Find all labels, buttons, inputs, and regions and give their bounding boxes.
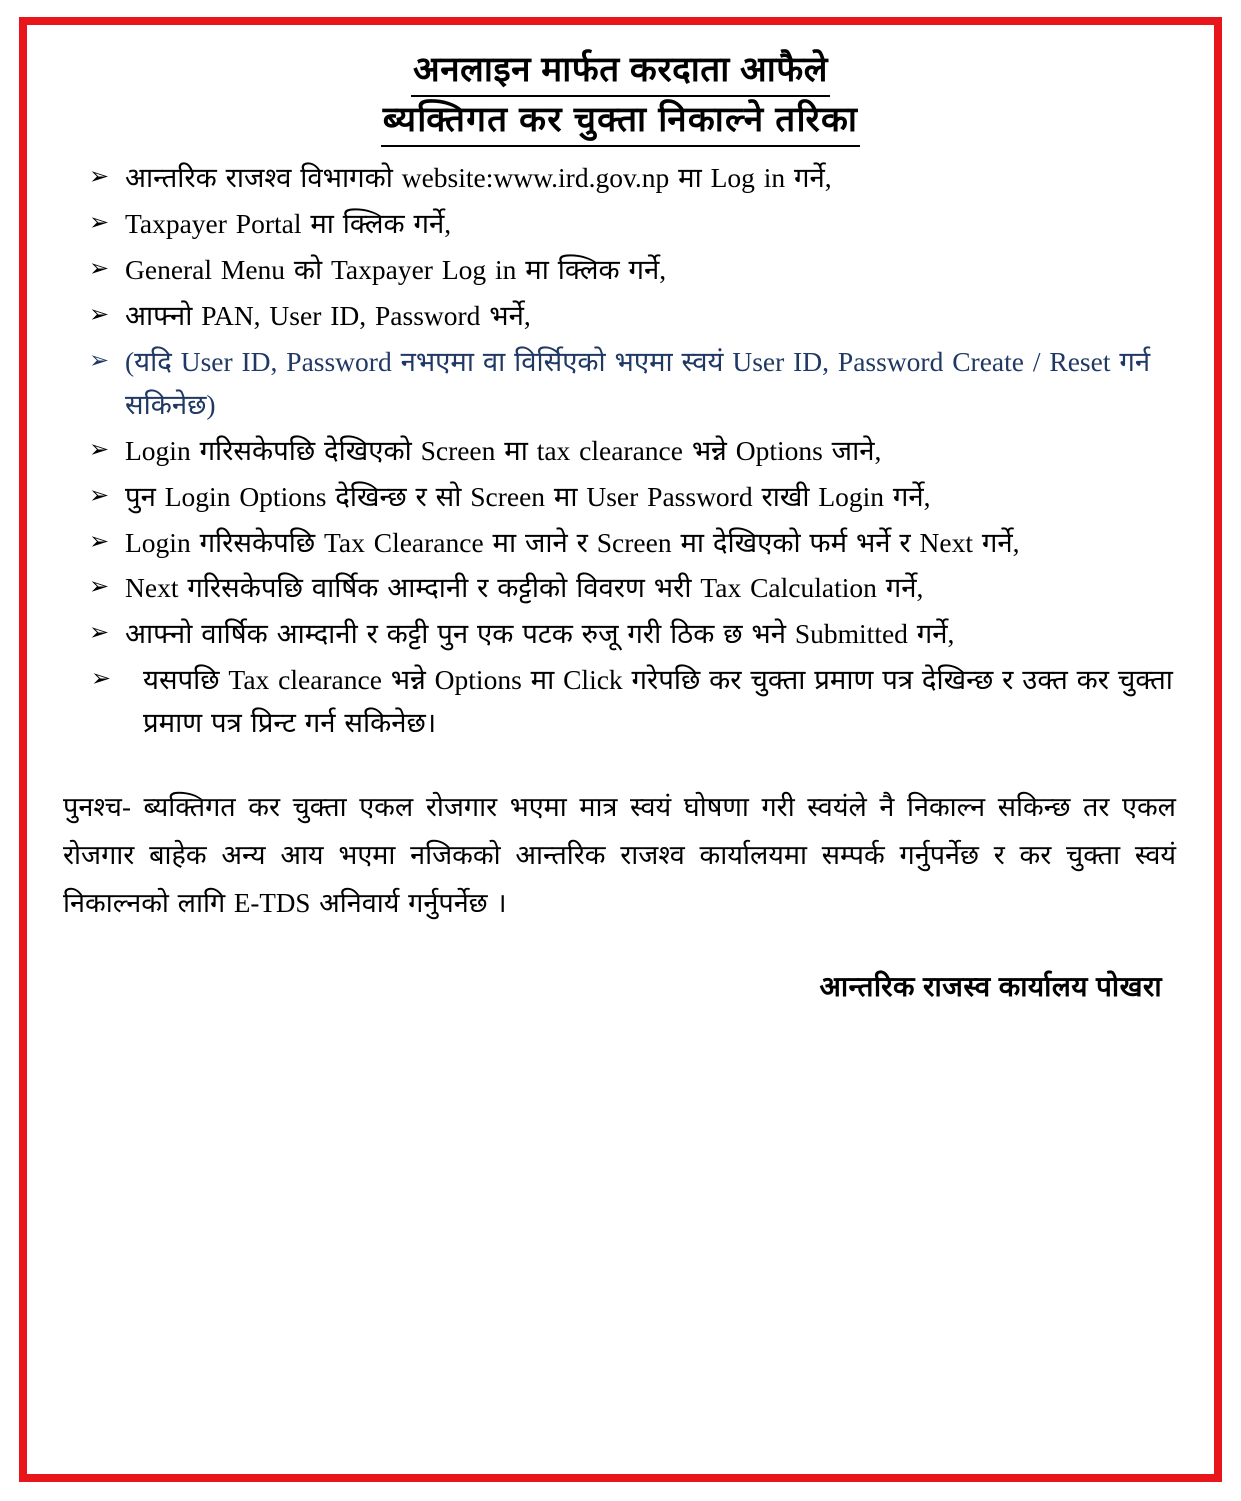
list-item-label: यसपछि Tax clearance भन्ने Options मा Click गरेपछि कर चुक्ता प्रमाण पत्र देखिन्छ र उक्त कर चुक्ता प्रमाण पत्र प्रिन्ट गर्न सकिनेछ। bbox=[143, 664, 1173, 739]
list-item bbox=[89, 476, 1180, 519]
list-item bbox=[89, 567, 1180, 610]
arrow-bullet-icon: ➢ bbox=[89, 164, 110, 191]
notice-red-border-frame bbox=[19, 17, 1222, 1482]
title-line-2 bbox=[57, 97, 1184, 147]
arrow-bullet-icon: ➢ bbox=[89, 256, 110, 283]
arrow-bullet-icon: ➢ bbox=[89, 347, 110, 374]
issuing-office-signature: आन्तरिक राजस्व कार्यालय पोखरा bbox=[819, 971, 1162, 1003]
closing-note: पुनश्च- ब्यक्तिगत कर चुक्ता एकल रोजगार भएमा मात्र स्वयं घोषणा गरी स्वयंले नै निकाल्न सकिन्छ तर एकल रोजगार बाहेक अन्य आय भएमा नजिकको आन्तरिक राजश्व कार्यालयमा सम्पर्क गर्नुपर्नेछ र कर चुक्ता स्वयं निकाल्नको लागि E-TDS अनिवार्य गर्नुपर्नेछ । bbox=[63, 791, 1176, 919]
arrow-bullet-icon: ➢ bbox=[89, 436, 110, 463]
steps-list bbox=[57, 157, 1184, 745]
title-line-1 bbox=[57, 47, 1184, 97]
list-item-label: General Menu को Taxpayer Log in मा क्लिक गर्ने, bbox=[125, 254, 667, 286]
title-line-2-text: ब्यक्तिगत कर चुक्ता निकाल्ने तरिका bbox=[381, 97, 860, 147]
arrow-bullet-icon: ➢ bbox=[89, 482, 110, 509]
list-item-credential-note bbox=[89, 341, 1180, 427]
list-item bbox=[89, 430, 1180, 473]
list-item bbox=[89, 613, 1180, 656]
list-item-label: आफ्नो PAN, User ID, Password भर्ने, bbox=[125, 300, 531, 332]
arrow-bullet-icon: ➢ bbox=[89, 302, 110, 329]
title-line-1-text: अनलाइन मार्फत करदाता आफैले bbox=[411, 47, 830, 97]
list-item bbox=[89, 522, 1180, 565]
list-item-label: Taxpayer Portal मा क्लिक गर्ने, bbox=[125, 208, 452, 240]
list-item-label: आन्तरिक राजश्व विभागको website:www.ird.gov.np मा Log in गर्ने, bbox=[125, 162, 832, 194]
list-item-label: Login गरिसकेपछि Tax Clearance मा जाने र Screen मा देखिएको फर्म भर्ने र Next गर्ने, bbox=[125, 526, 1020, 558]
list-item-label: Login गरिसकेपछि देखिएको Screen मा tax clearance भन्ने Options जाने, bbox=[125, 434, 882, 466]
list-item-label: (यदि User ID, Password नभएमा वा विर्सिएको भएमा स्वयं User ID, Password Create / Reset गर्न सकिनेछ) bbox=[125, 345, 1151, 420]
arrow-bullet-icon: ➢ bbox=[89, 528, 110, 555]
list-item bbox=[89, 203, 1180, 246]
arrow-bullet-icon: ➢ bbox=[89, 210, 110, 237]
list-item bbox=[89, 295, 1180, 338]
arrow-bullet-icon: ➢ bbox=[89, 574, 110, 601]
arrow-bullet-icon: ➢ bbox=[91, 666, 112, 693]
list-item-label: पुन Login Options देखिन्छ र सो Screen मा User Password राखी Login गर्ने, bbox=[125, 480, 931, 512]
notice-content bbox=[27, 25, 1214, 1474]
list-item bbox=[89, 249, 1180, 292]
list-item-label: Next गरिसकेपछि वार्षिक आम्दानी र कट्टीको विवरण भरी Tax Calculation गर्ने, bbox=[125, 572, 924, 604]
list-item bbox=[89, 659, 1180, 745]
arrow-bullet-icon: ➢ bbox=[89, 620, 110, 647]
page-title bbox=[57, 47, 1184, 147]
list-item-label: आफ्नो वार्षिक आम्दानी र कट्टी पुन एक पटक रुजू गरी ठिक छ भने Submitted गर्ने, bbox=[125, 618, 955, 650]
list-item bbox=[89, 157, 1180, 200]
